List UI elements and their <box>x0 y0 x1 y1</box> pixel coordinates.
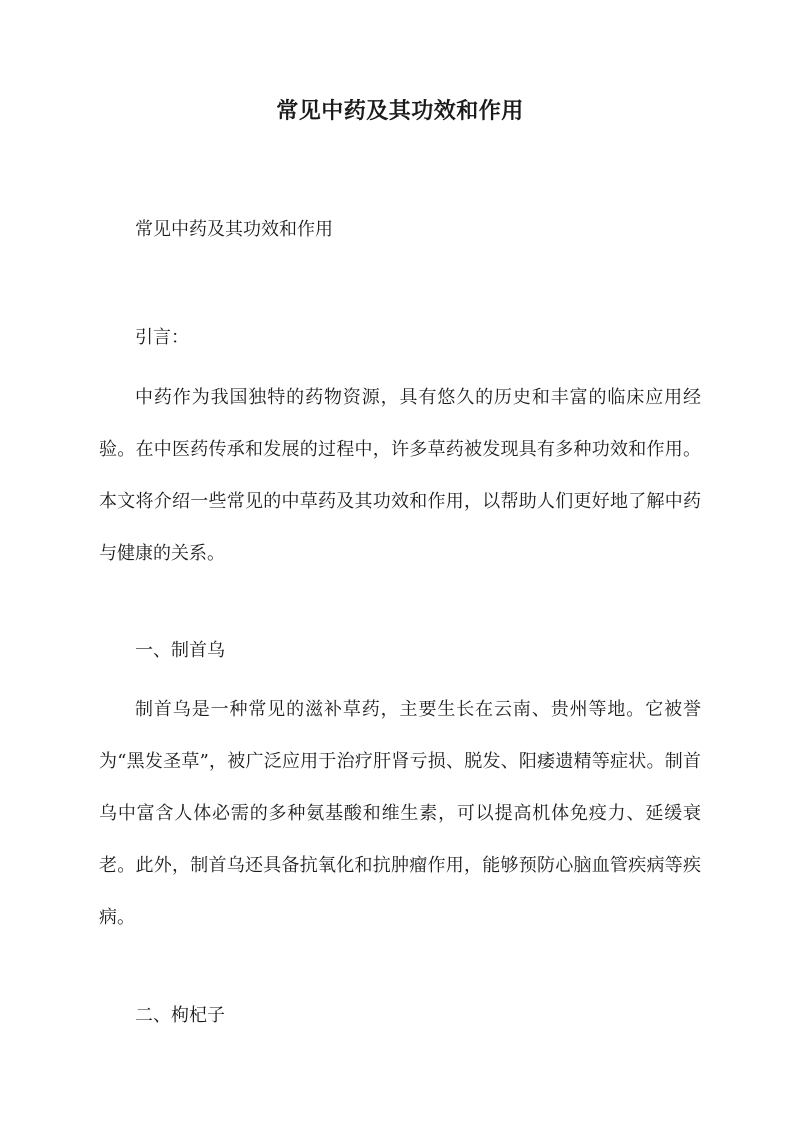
intro-heading: 引言： <box>135 327 189 348</box>
document-subtitle: 常见中药及其功效和作用 <box>135 219 333 240</box>
section-heading-1: 一、制首乌 <box>135 640 225 661</box>
intro-paragraph: 中药作为我国独特的药物资源，具有悠久的历史和丰富的临床应用经验。在中医药传承和发展的过程中，许多草药被发现具有多种功效和作用。本文将介绍一些常见的中草药及其功效和作用，以帮助人们更好地了解中药与健康的关系。 <box>99 387 701 564</box>
document-title: 常见中药及其功效和作用 <box>276 98 524 124</box>
section-paragraph-1: 制首乌是一种常见的滋补草药，主要生长在云南、贵州等地。它被誉为“黑发圣草”，被广泛应用于治疗肝肾亏损、脱发、阳痿遗精等症状。制首乌中富含人体必需的多种氨基酸和维生素，可以提高机体免疫力、延缓衰老。此外，制首乌还具备抗氧化和抗肿瘤作用，能够预防心脑血管疾病等疾病。 <box>99 699 701 928</box>
section-heading-2: 二、枸杞子 <box>135 1005 225 1026</box>
